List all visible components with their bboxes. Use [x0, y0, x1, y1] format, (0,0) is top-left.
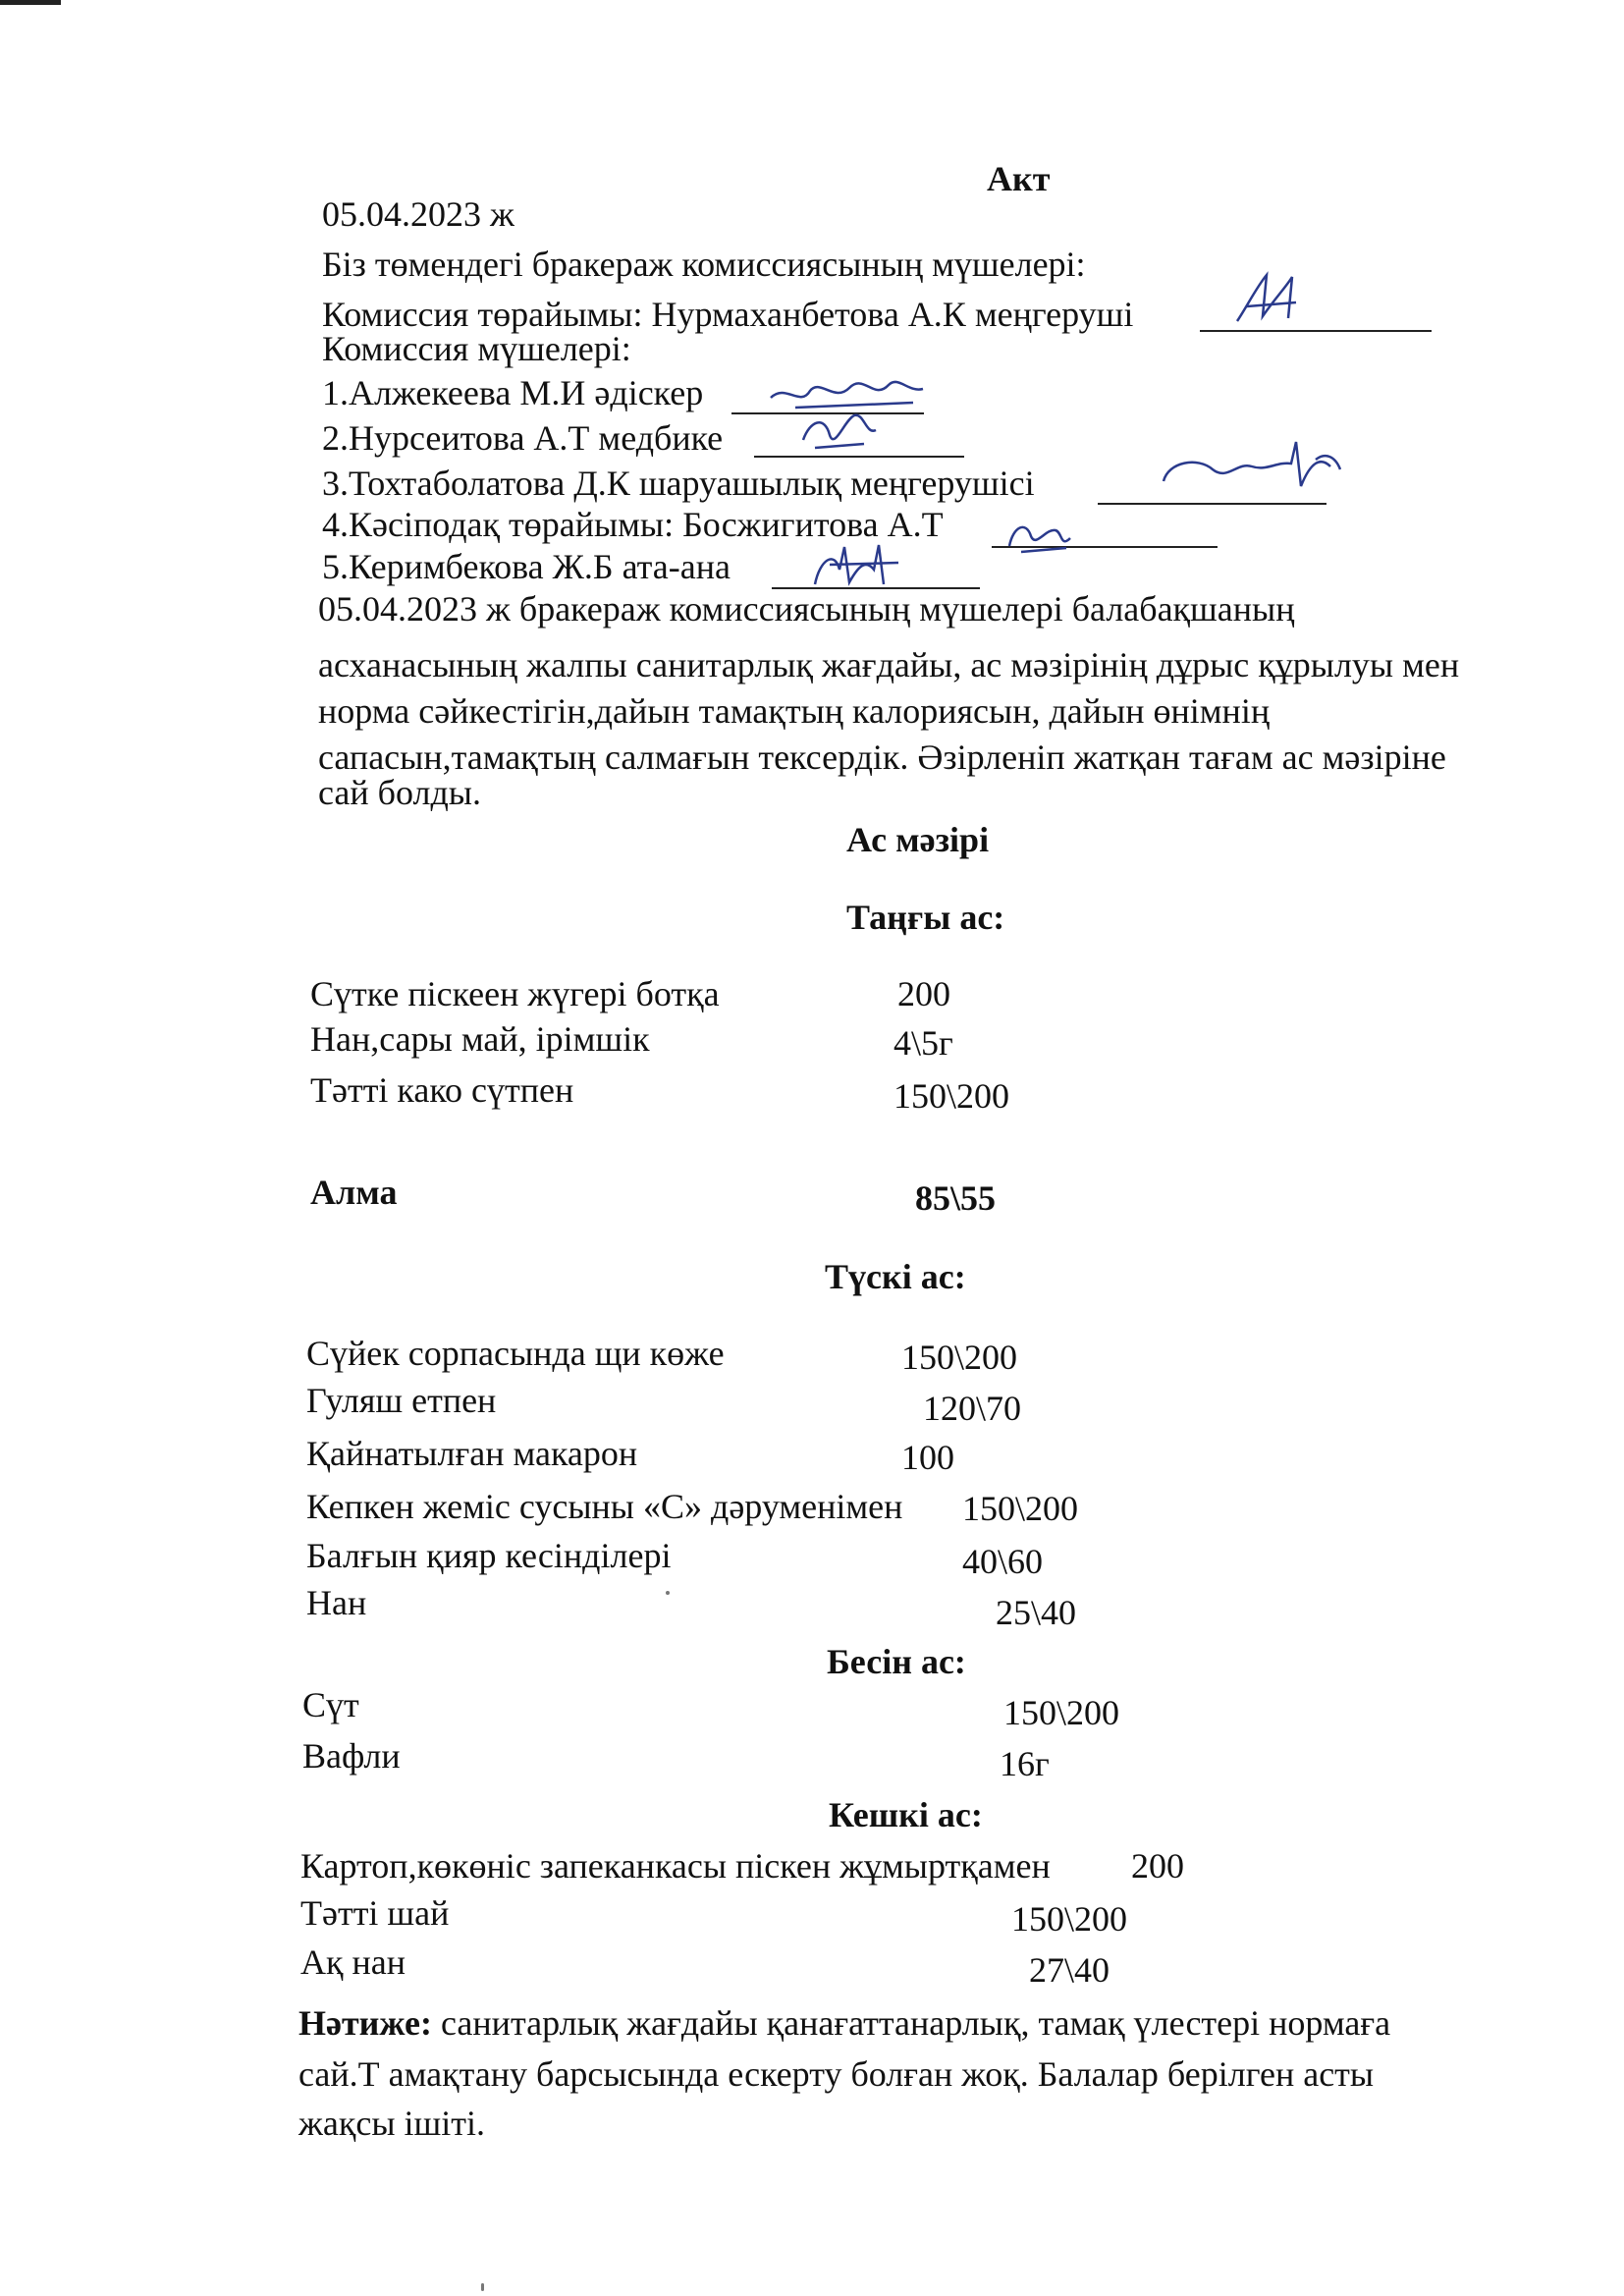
menu-qty: 200	[897, 974, 950, 1013]
menu-title: Ас мәзірі	[846, 820, 990, 859]
member-2-signature	[795, 401, 884, 455]
afternoon-heading: Бесін ас:	[827, 1642, 966, 1681]
menu-qty: 150\200	[893, 1076, 1010, 1116]
commission-chair: Комиссия төрайымы: Нурмаханбетова А.К меңгеруші	[322, 295, 1134, 334]
result-line-3: жақсы ішіті.	[298, 2104, 485, 2143]
dinner-heading: Кешкі ас:	[829, 1795, 983, 1834]
lunch-heading: Түскі ас:	[825, 1257, 966, 1296]
member-4: 4.Кәсіподақ төрайымы: Босжигитова А.Т	[322, 505, 944, 544]
document-title: Акт	[987, 159, 1051, 198]
member-3: 3.Тохтаболатова Д.К шаруашылық меңгерушісі	[322, 464, 1035, 503]
result-line-1	[298, 2001, 1390, 2045]
menu-qty: 150\200	[962, 1489, 1079, 1528]
document-date: 05.04.2023 ж	[322, 194, 514, 234]
member-3-signature	[1159, 432, 1345, 511]
body-line-3: норма сәйкестігін,дайын тамақтың калориясын, дайын өнімнің	[318, 691, 1271, 731]
menu-item: Картоп,көкөніс запеканкасы піскен жұмыртқамен	[300, 1846, 1051, 1886]
result-label: Нәтиже:	[298, 2003, 433, 2043]
menu-item: Гуляш етпен	[306, 1381, 497, 1420]
menu-item: Кепкен жеміс сусыны «С» дәруменімен	[306, 1487, 903, 1526]
menu-item: Нан,сары май, ірімшік	[310, 1019, 650, 1059]
menu-item: Балғын қияр кесінділері	[306, 1536, 672, 1575]
menu-item: Тәтті шай	[300, 1893, 450, 1933]
scan-corner-mark	[0, 0, 61, 5]
body-line-2: асханасының жалпы санитарлық жағдайы, ас мәзірінің дұрыс құрылуы мен	[318, 645, 1460, 684]
menu-qty: 200	[1131, 1846, 1184, 1886]
scan-speck	[666, 1591, 670, 1595]
menu-qty: 27\40	[1029, 1950, 1110, 1990]
menu-item: Сүйек сорпасында щи көже	[306, 1334, 725, 1373]
menu-item: Сүтке піскеен жүгері ботқа	[310, 974, 720, 1013]
menu-qty: 40\60	[962, 1542, 1044, 1581]
snack-qty: 85\55	[915, 1178, 997, 1218]
body-line-5: сай болды.	[318, 773, 481, 812]
menu-item: Вафли	[302, 1736, 401, 1776]
menu-item: Ақ нан	[300, 1942, 406, 1982]
menu-qty: 150\200	[1011, 1899, 1128, 1939]
menu-qty: 100	[901, 1438, 954, 1477]
snack-item: Алма	[310, 1173, 398, 1212]
signature-line	[754, 456, 964, 458]
intro-text: Біз төмендегі бракераж комиссиясының мүшелері:	[322, 245, 1086, 284]
menu-item: Қайнатылған макарон	[306, 1434, 638, 1473]
menu-qty: 4\5г	[893, 1023, 953, 1063]
chair-signature	[1227, 267, 1306, 336]
menu-qty: 120\70	[923, 1389, 1022, 1428]
menu-qty: 25\40	[996, 1593, 1077, 1632]
scan-speck	[481, 2283, 484, 2291]
member-4-signature	[1001, 509, 1080, 558]
member-5: 5.Керимбекова Ж.Б ата-ана	[322, 547, 731, 586]
result-text: санитарлық жағдайы қанағаттанарлық, тамақ үлестері нормаға	[432, 2003, 1391, 2043]
body-line-4: сапасын,тамақтың салмағын тексердік. Әзірленіп жатқан тағам ас мәзіріне	[318, 738, 1446, 777]
menu-qty: 150\200	[901, 1338, 1018, 1377]
menu-item: Нан	[306, 1583, 367, 1622]
menu-qty: 150\200	[1003, 1693, 1120, 1732]
members-heading: Комиссия мүшелері:	[322, 329, 631, 368]
result-line-2: сай.Т амақтану барсысында ескерту болған жоқ. Балалар берілген асты	[298, 2054, 1375, 2094]
menu-item: Сүт	[302, 1685, 359, 1724]
menu-item: Тәтті како сүтпен	[310, 1070, 574, 1110]
member-1: 1.Алжекеева М.И әдіскер	[322, 373, 704, 412]
member-2: 2.Нурсеитова А.Т медбике	[322, 418, 724, 458]
member-5-signature	[805, 535, 913, 594]
breakfast-heading: Таңғы ас:	[846, 898, 1005, 937]
body-line-1: 05.04.2023 ж бракераж комиссиясының мүшелері балабақшаның	[318, 589, 1295, 629]
menu-qty: 16г	[1000, 1744, 1050, 1783]
